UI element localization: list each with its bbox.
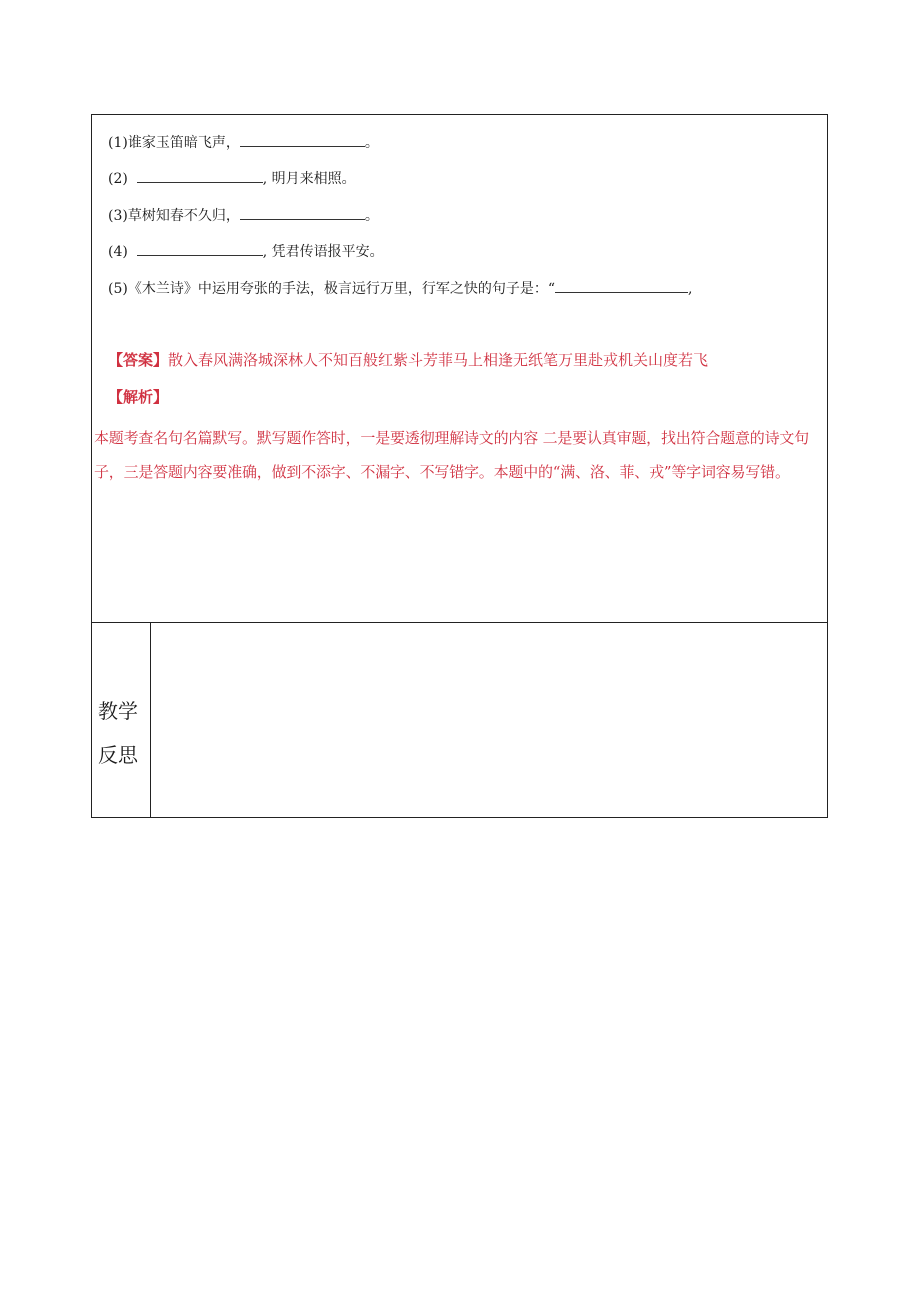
question-tail: 。 [364, 208, 379, 224]
reflection-label-cell [92, 623, 151, 817]
question-tail: , [688, 281, 693, 297]
question-number: (1) [108, 135, 128, 151]
question-tail: , 凭君传语报平安。 [262, 244, 384, 260]
answer-line [108, 350, 708, 370]
analysis-text: 本题考查名句名篇默写。默写题作答时，一是要透彻理解诗文的内容 二是要认真审题，找出符合题意的诗文句子，三是答题内容要准确，做到不添字、不漏字、不写错字。本题中的“满、洛、菲、戎”等字词容易写错。 [94, 429, 809, 481]
answer-text: 散入春风满洛城深林人不知百般红紫斗芳菲马上相逢无纸笔万里赴戎机关山度若飞 [168, 351, 709, 369]
worksheet-table [91, 114, 828, 818]
answer-blank [240, 134, 365, 147]
question-text: 谁家玉笛暗飞声， [127, 135, 240, 151]
reflection-content-cell[interactable] [151, 623, 827, 817]
teaching-reflection-row [92, 623, 827, 817]
answer-blank [555, 280, 688, 293]
answer-blank [137, 170, 263, 183]
answer-tag: 【答案】 [108, 351, 169, 369]
answer-blank [137, 243, 263, 256]
question-number: (4) [108, 244, 128, 260]
reflection-label-line-2: 反思 [98, 743, 138, 767]
question-4 [108, 243, 384, 261]
analysis-tag: 【解析】 [108, 388, 169, 406]
question-1 [108, 134, 379, 152]
question-number: (5) [108, 281, 128, 297]
question-3 [108, 207, 379, 225]
question-text: 草树知春不久归， [127, 208, 240, 224]
question-number: (2) [108, 171, 128, 187]
reflection-label-line-1: 教学 [98, 699, 138, 723]
answer-blank [240, 207, 365, 220]
question-tail: 。 [364, 135, 379, 151]
question-number: (3) [108, 208, 128, 224]
question-answer-cell [92, 115, 827, 623]
reflection-label [98, 689, 148, 777]
question-tail: , 明月来相照。 [262, 171, 356, 187]
question-5 [108, 280, 692, 298]
question-2 [108, 170, 356, 188]
question-text: 《木兰诗》中运用夸张的手法，极言远行万里，行军之快的句子是：“ [127, 281, 555, 297]
